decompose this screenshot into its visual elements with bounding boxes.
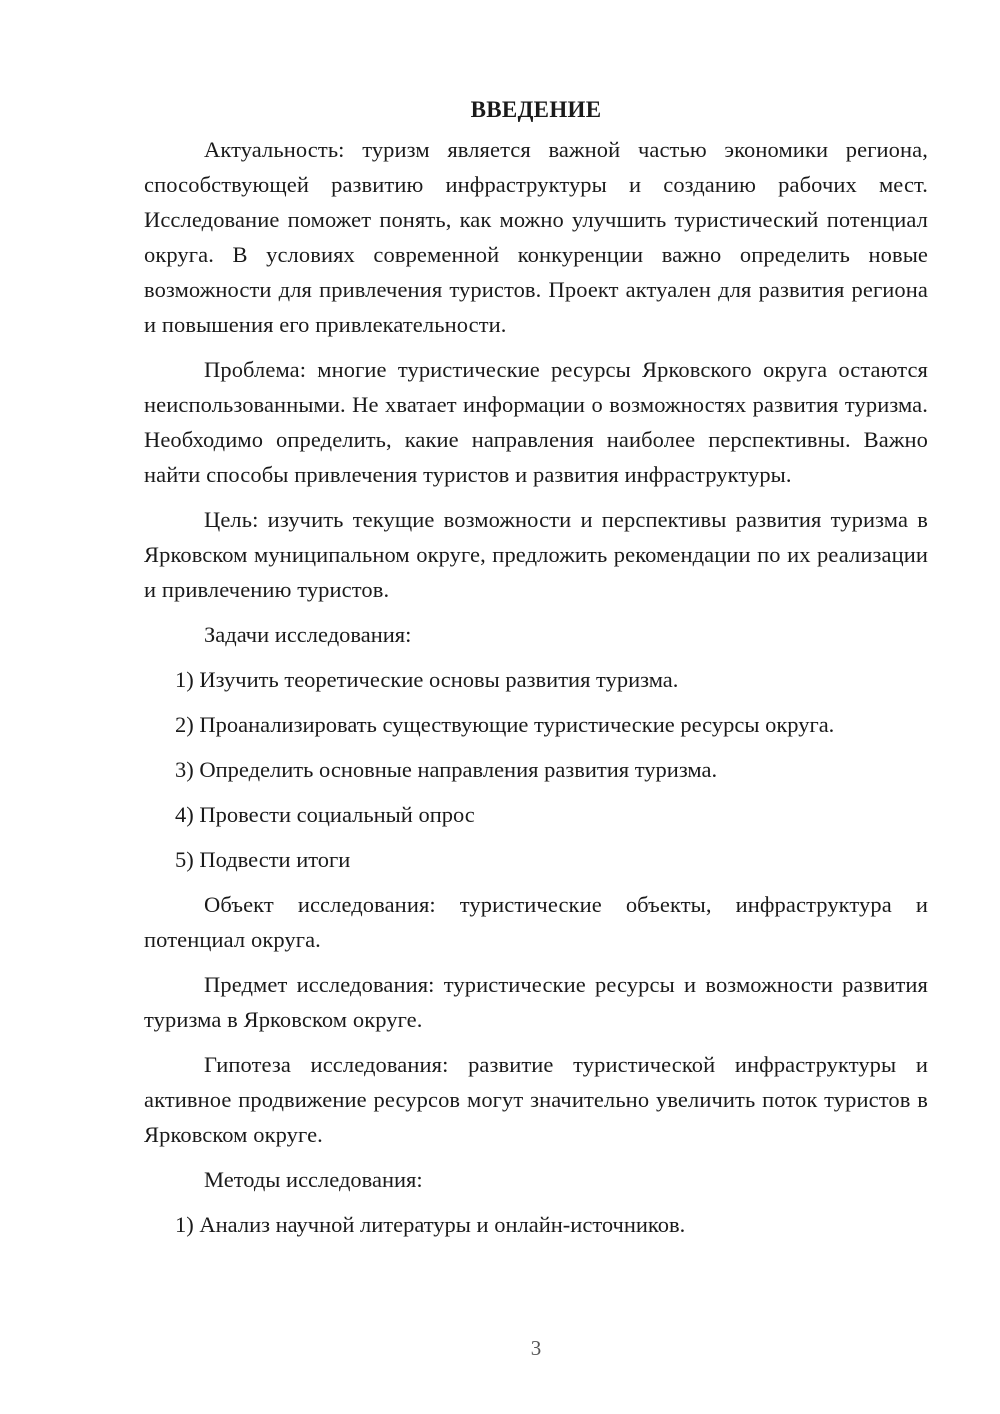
- object-paragraph: Объект исследования: туристические объекты, инфраструктура и потенциал округа.: [144, 892, 928, 952]
- subject-paragraph: Предмет исследования: туристические ресурсы и возможности развития туризма в Ярковском округе.: [144, 972, 928, 1032]
- page-content: [144, 92, 928, 1252]
- methods-heading: Методы исследования:: [204, 1167, 423, 1192]
- problem-paragraph: Проблема: многие туристические ресурсы Ярковского округа остаются неиспользованными. Не хватает информации о возможностях развития туризма. Необходимо определить, какие направления наиболее перспективны. Важно найти способы привлечения туристов и развития инфраструктуры.: [144, 357, 928, 487]
- hypothesis-paragraph: Гипотеза исследования: развитие туристической инфраструктуры и активное продвижение ресурсов могут значительно увеличить поток туристов в Ярковском округе.: [144, 1052, 928, 1147]
- methods-list: [144, 1207, 928, 1242]
- task-item-4: 4) Провести социальный опрос: [175, 802, 475, 827]
- relevance-paragraph: Актуальность: туризм является важной частью экономики региона, способствующей развитию инфраструктуры и созданию рабочих мест. Исследование поможет понять, как можно улучшить туристический потенциал округа. В условиях современной конкуренции важно определить новые возможности для привлечения туристов. Проект актуален для развития региона и повышения его привлекательности.: [144, 137, 928, 337]
- task-item-5: 5) Подвести итоги: [175, 847, 351, 872]
- task-item-2: 2) Проанализировать существующие туристические ресурсы округа.: [175, 712, 835, 737]
- task-item-1: 1) Изучить теоретические основы развития туризма.: [175, 667, 679, 692]
- tasks-list: [144, 662, 928, 877]
- page-title: ВВЕДЕНИЕ: [470, 97, 602, 122]
- page-number: 3: [530, 1336, 542, 1360]
- tasks-heading: Задачи исследования:: [204, 622, 412, 647]
- task-item-3: 3) Определить основные направления развития туризма.: [175, 757, 718, 782]
- method-item-1: 1) Анализ научной литературы и онлайн-источников.: [175, 1212, 686, 1237]
- goal-paragraph: Цель: изучить текущие возможности и перспективы развития туризма в Ярковском муниципальном округе, предложить рекомендации по их реализации и привлечению туристов.: [144, 507, 928, 602]
